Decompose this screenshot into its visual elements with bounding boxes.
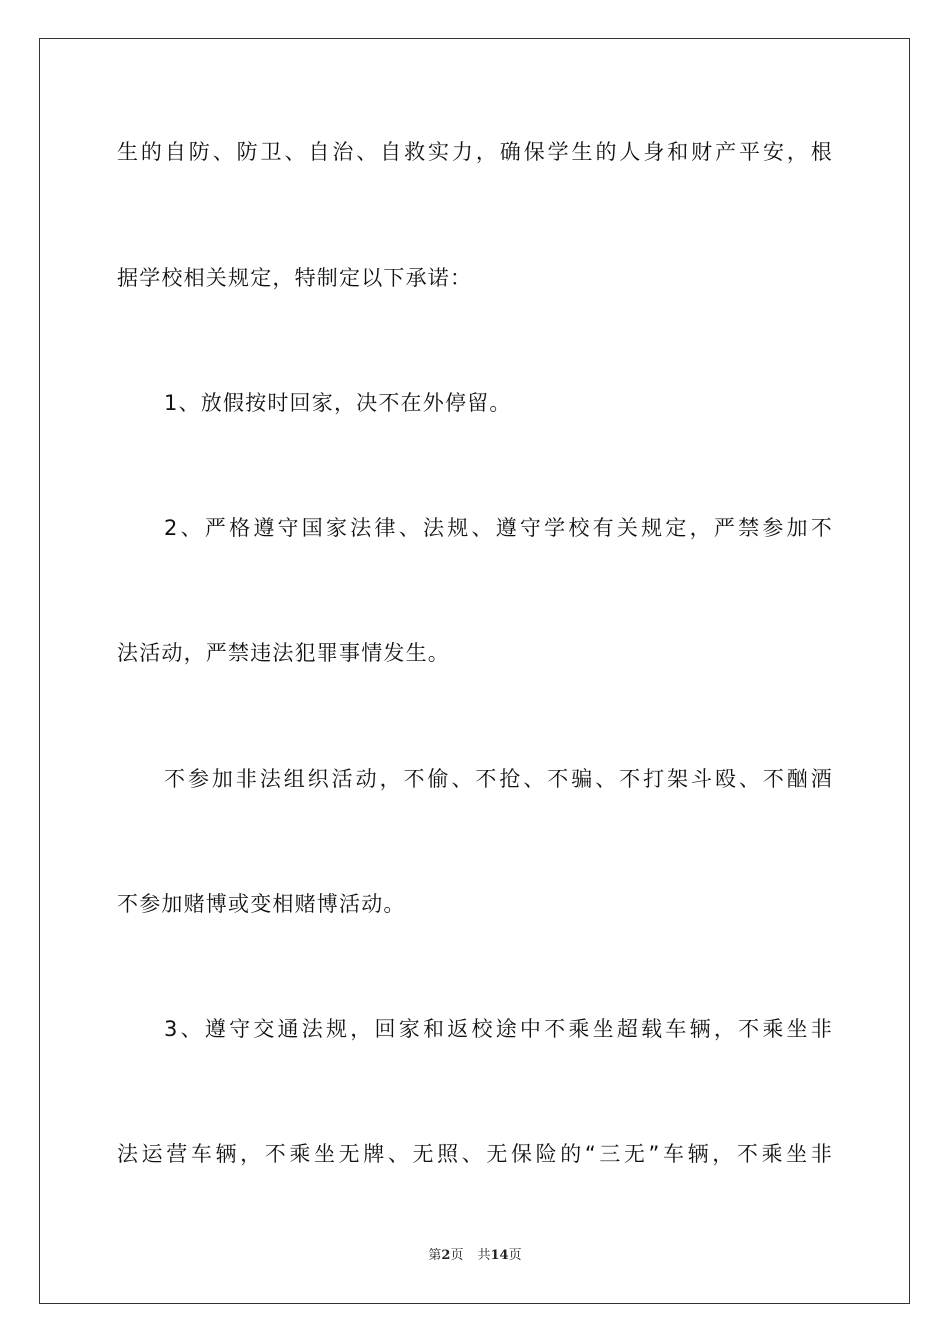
text-line: 不参加非法组织活动，不偷、不抢、不骗、不打架斗殴、不酗酒	[164, 767, 833, 791]
page-suffix: 页	[450, 1248, 464, 1263]
text-line: 3、遵守交通法规，回家和返校途中不乘坐超载车辆，不乘坐非	[164, 1017, 833, 1041]
text-line: 1、放假按时回家，决不在外停留。	[164, 391, 512, 415]
total-suffix: 页	[508, 1248, 522, 1263]
text-line: 不参加赌博或变相赌博活动。	[117, 892, 406, 916]
page-number: 2	[441, 1248, 451, 1263]
total-prefix: 共	[477, 1248, 491, 1263]
text-line: 据学校相关规定，特制定以下承诺：	[117, 266, 473, 290]
text-line: 法运营车辆，不乘坐无牌、无照、无保险的“三无”车辆，不乘坐非	[117, 1142, 833, 1166]
text-line: 法活动，严禁违法犯罪事情发生。	[117, 641, 450, 665]
text-line: 2、严格遵守国家法律、法规、遵守学校有关规定，严禁参加不	[164, 516, 833, 540]
total-pages: 14	[490, 1248, 509, 1263]
page-footer	[0, 1247, 950, 1265]
text-line: 生的自防、防卫、自治、自救实力，确保学生的人身和财产平安，根	[117, 140, 833, 164]
page-prefix: 第	[428, 1248, 442, 1263]
page-border	[39, 38, 910, 1304]
